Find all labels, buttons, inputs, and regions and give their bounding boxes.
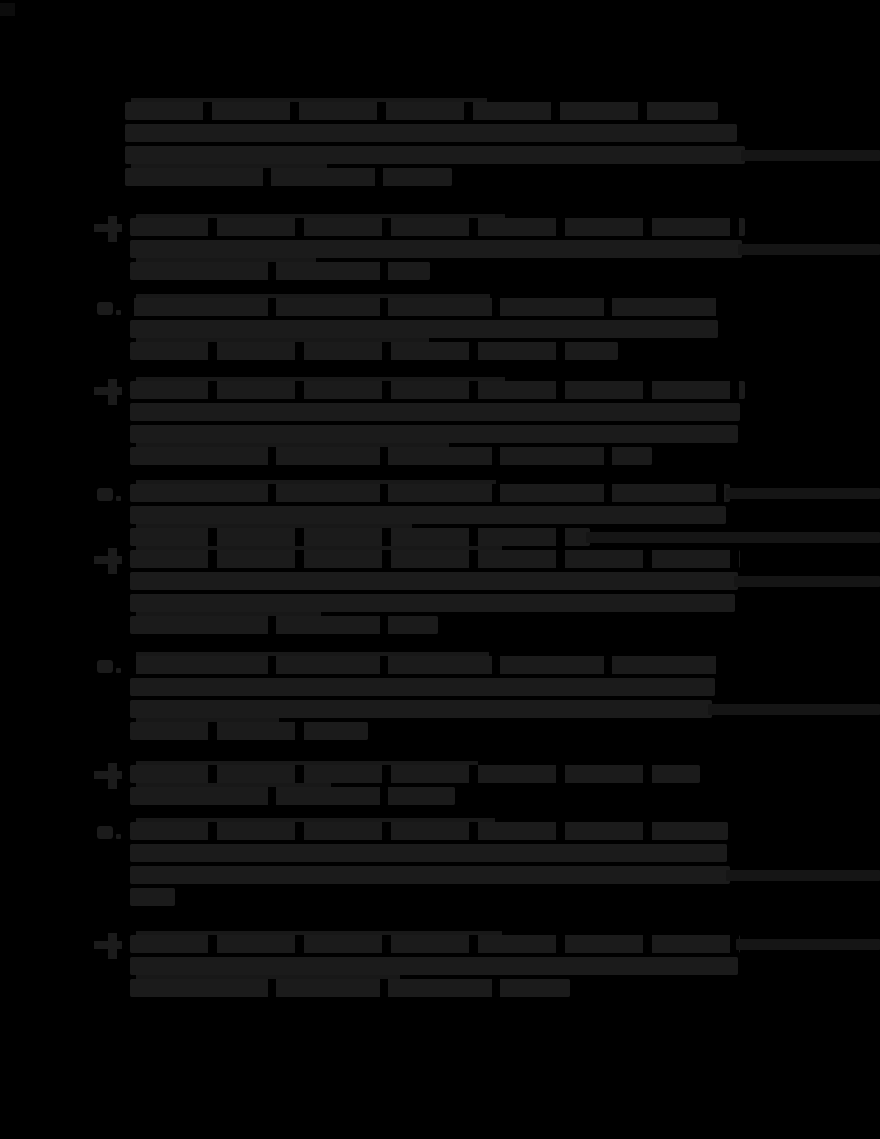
- text-line: [130, 765, 700, 783]
- ghost-bleed-bar: [736, 939, 880, 950]
- text-line: [130, 320, 718, 338]
- text-line: [130, 298, 720, 316]
- plus-bullet-icon: [94, 763, 124, 789]
- text-line: [130, 594, 735, 612]
- list-item: [0, 218, 880, 284]
- text-line: [130, 425, 738, 443]
- list-item: [0, 298, 880, 364]
- text-line: [130, 218, 745, 236]
- ghost-bleed-bar: [734, 576, 880, 587]
- ghost-bleed-bar: [708, 704, 880, 715]
- text-line: [130, 888, 175, 906]
- list-item: [0, 484, 880, 550]
- list-item: [0, 550, 880, 638]
- list-item: [0, 822, 880, 910]
- text-line: [130, 550, 740, 568]
- text-line: [125, 124, 737, 142]
- text-line: [130, 866, 730, 884]
- sub-bullet-icon: [97, 824, 123, 840]
- text-line: [130, 822, 728, 840]
- plus-bullet-icon: [94, 933, 124, 959]
- ghost-bleed-bar: [741, 150, 880, 161]
- list-item: [0, 656, 880, 744]
- plus-bullet-icon: [94, 548, 124, 574]
- text-line: [130, 700, 712, 718]
- text-line: [130, 403, 740, 421]
- text-line: [130, 979, 570, 997]
- text-line: [125, 102, 718, 120]
- text-line: [130, 381, 745, 399]
- list-item: [0, 765, 880, 809]
- text-line: [130, 722, 368, 740]
- text-line: [130, 678, 715, 696]
- ghost-bleed-bar: [726, 870, 880, 881]
- text-line: [130, 656, 718, 674]
- ghost-bleed-bar: [586, 532, 880, 543]
- text-line: [130, 484, 730, 502]
- plus-bullet-icon: [94, 379, 124, 405]
- text-line: [130, 844, 727, 862]
- text-line: [130, 447, 652, 465]
- text-line: [130, 572, 738, 590]
- ghost-bleed-bar: [738, 244, 880, 255]
- text-line: [130, 935, 740, 953]
- intro-paragraph: [0, 102, 880, 190]
- list-item: [0, 935, 880, 1001]
- sub-bullet-icon: [97, 486, 123, 502]
- corner-mark: [0, 3, 15, 16]
- text-line: [130, 787, 455, 805]
- list-item: [0, 381, 880, 469]
- ghost-bleed-bar: [726, 488, 880, 499]
- text-line: [130, 342, 618, 360]
- sub-bullet-icon: [97, 658, 123, 674]
- text-line: [130, 616, 438, 634]
- text-line: [130, 957, 738, 975]
- plus-bullet-icon: [94, 216, 124, 242]
- text-line: [130, 528, 590, 546]
- text-line: [130, 262, 430, 280]
- sub-bullet-icon: [97, 300, 123, 316]
- text-line: [130, 506, 726, 524]
- text-line: [125, 146, 745, 164]
- text-line: [125, 168, 452, 186]
- text-line: [130, 240, 742, 258]
